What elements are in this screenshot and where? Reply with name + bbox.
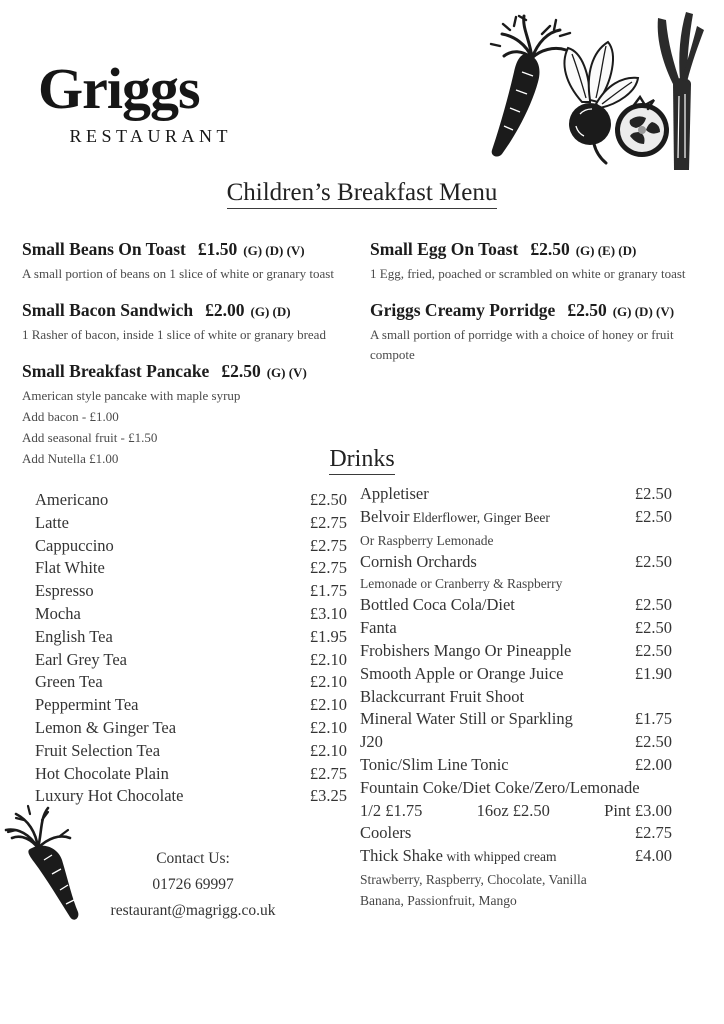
drink-price: £1.95	[309, 626, 347, 646]
drink-price: £2.10	[309, 649, 347, 669]
drink-price: £2.10	[309, 740, 347, 760]
menu-item	[22, 237, 367, 284]
menu-item-allergens: (G) (D) (V)	[243, 243, 305, 258]
drink-price: £4.00	[634, 846, 672, 866]
drink-subtext: with whipped cream	[442, 849, 557, 865]
leek-icon	[658, 12, 704, 170]
drinks-column-left	[35, 489, 347, 808]
drink-name: Luxury Hot Chocolate	[35, 786, 184, 806]
menu-item-description: Add bacon - £1.00	[22, 409, 119, 424]
drink-price: £2.50	[634, 595, 672, 615]
menu-item-description: American style pancake with maple syrup	[22, 388, 241, 403]
menu-item-header	[22, 237, 367, 263]
menu-item-name: Small Beans On Toast	[22, 239, 186, 259]
drink-row	[35, 489, 347, 512]
menu-item-price: £2.50	[567, 300, 607, 320]
drink-price: £2.50	[634, 618, 672, 638]
carrot-icon	[491, 16, 570, 157]
drink-note: Lemonade or Cranberry & Raspberry	[360, 576, 563, 592]
contact-block	[83, 846, 303, 924]
menu-item-header	[370, 237, 705, 263]
drink-note: Banana, Passionfruit, Mango	[360, 892, 517, 908]
drink-name: Appletiser	[360, 484, 429, 503]
drink-name: Thick Shake with whipped cream	[360, 846, 557, 866]
menu-item-header	[22, 298, 367, 324]
drink-name: Espresso	[35, 581, 94, 601]
drink-name: Peppermint Tea	[35, 695, 139, 715]
drink-row	[360, 686, 672, 709]
drink-row	[35, 717, 347, 740]
menu-item-price: £2.50	[530, 239, 570, 259]
drink-name: Tonic/Slim Line Tonic	[360, 754, 509, 774]
menu-item-price: £2.50	[221, 361, 261, 381]
drink-name: Green Tea	[35, 672, 103, 692]
drink-name: Cappuccino	[35, 535, 114, 555]
contact-phone: 01726 69997	[152, 876, 234, 893]
drink-name: Coolers	[360, 823, 412, 843]
brand	[38, 56, 232, 147]
menu-item-price: £2.00	[205, 300, 245, 320]
drink-price: £2.50	[634, 640, 672, 660]
drink-row	[35, 649, 347, 672]
drink-row	[35, 580, 347, 603]
drink-row	[35, 671, 347, 694]
drink-price: £2.75	[309, 535, 347, 555]
drink-row	[360, 754, 672, 777]
drink-price: £2.50	[634, 506, 672, 526]
drink-row	[35, 763, 347, 786]
menu-item-name: Small Bacon Sandwich	[22, 300, 194, 320]
drink-row	[360, 640, 672, 663]
drink-name: Bottled Coca Cola/Diet	[360, 595, 515, 615]
menu-item-allergens: (G) (D)	[250, 304, 291, 319]
page-title: Children’s Breakfast Menu	[0, 179, 724, 207]
drinks-column-right	[360, 483, 672, 911]
breakfast-column-right	[370, 237, 705, 379]
drinks-section-title: Drinks	[0, 446, 724, 473]
size-option: 1/2 £1.75	[360, 800, 423, 820]
drink-price: £2.10	[309, 672, 347, 692]
drink-row	[35, 626, 347, 649]
menu-item-description: Add seasonal fruit - £1.50	[22, 430, 158, 445]
drink-name: Frobishers Mango Or Pineapple	[360, 640, 572, 660]
drink-row	[35, 694, 347, 717]
drink-row	[360, 663, 672, 686]
menu-item-description: 1 Egg, fried, poached or scrambled on white or granary toast	[370, 266, 686, 281]
menu-item-name: Small Egg On Toast	[370, 239, 519, 259]
drink-price: £2.75	[309, 512, 347, 532]
drink-row	[360, 551, 672, 574]
drink-name: Mocha	[35, 603, 81, 623]
drink-row	[35, 603, 347, 626]
drink-name: J20	[360, 732, 383, 752]
drink-price: £2.50	[634, 732, 672, 752]
drink-name: Hot Chocolate Plain	[35, 763, 169, 783]
menu-item-name: Small Breakfast Pancake	[22, 361, 210, 381]
menu-item	[370, 237, 705, 284]
menu-item	[22, 298, 367, 345]
drink-note: Or Raspberry Lemonade	[360, 532, 494, 548]
drink-name: Lemon & Ginger Tea	[35, 717, 177, 737]
drink-name: Earl Grey Tea	[35, 649, 127, 669]
drink-row	[35, 740, 347, 763]
drink-row	[360, 822, 672, 845]
menu-item-allergens: (G) (D) (V)	[612, 304, 675, 319]
menu-item-name: Griggs Creamy Porridge	[370, 300, 556, 320]
menu-item-description: Add Nutella £1.00	[22, 451, 119, 466]
drink-name: Fountain Coke/Diet Coke/Zero/Lemonade	[360, 777, 640, 797]
menu-item-allergens: (G) (E) (D)	[575, 243, 637, 258]
drink-row	[35, 535, 347, 558]
drink-name: Latte	[35, 512, 69, 532]
menu-item-description: 1 Rasher of bacon, inside 1 slice of white or granary bread	[22, 327, 326, 342]
drink-price: £1.75	[634, 709, 672, 729]
drink-row	[360, 845, 672, 869]
drink-row	[360, 617, 672, 640]
drink-price: £1.90	[634, 663, 672, 683]
drink-row	[360, 506, 672, 530]
drink-price: £2.10	[309, 717, 347, 737]
drink-price: £2.50	[634, 484, 672, 503]
drink-name: Belvoir Elderflower, Ginger Beer	[360, 506, 550, 526]
drink-price: £2.75	[309, 558, 347, 578]
drink-row	[360, 777, 672, 800]
menu-item-price: £1.50	[197, 239, 238, 259]
drink-name: Americano	[35, 490, 109, 509]
menu-item-header	[370, 298, 705, 324]
drink-price: £2.50	[309, 490, 347, 509]
drink-price: £1.75	[309, 581, 347, 601]
size-option: Pint £3.00	[604, 800, 672, 820]
size-option: 16oz £2.50	[476, 800, 550, 820]
menu-item	[370, 298, 705, 365]
drink-row	[35, 512, 347, 535]
drink-price: £2.00	[634, 754, 672, 774]
brand-name: Griggs	[38, 56, 200, 121]
drink-name: Smooth Apple or Orange Juice	[360, 663, 564, 683]
drink-price: £3.25	[309, 786, 347, 806]
drink-price: £2.75	[634, 823, 672, 843]
drink-row	[360, 731, 672, 754]
drink-price: £2.75	[309, 763, 347, 783]
drink-price: £2.50	[634, 551, 672, 571]
drink-row	[35, 557, 347, 580]
drink-name: English Tea	[35, 626, 113, 646]
drink-name: Fanta	[360, 618, 397, 638]
tomato-slice-icon	[615, 97, 669, 157]
contact-label: Contact Us:	[156, 850, 230, 867]
drink-name: Fruit Selection Tea	[35, 740, 161, 760]
drink-name: Flat White	[35, 558, 105, 578]
menu-item-description: A small portion of porridge with a choice of honey or fruit compote	[370, 327, 674, 362]
vegetables-illustration	[470, 6, 708, 174]
drink-price: £2.10	[309, 695, 347, 715]
fountain-sizes-row	[360, 800, 672, 823]
drink-row	[360, 594, 672, 617]
drink-name: Cornish Orchards	[360, 551, 477, 571]
menu-item-allergens: (G) (V)	[266, 365, 307, 380]
drink-note: Strawberry, Raspberry, Chocolate, Vanilla	[360, 871, 587, 887]
drink-subtext: Elderflower, Ginger Beer	[409, 509, 550, 525]
drink-name: Mineral Water Still or Sparkling	[360, 709, 573, 729]
menu-item-header	[22, 359, 367, 385]
drink-name: Blackcurrant Fruit Shoot	[360, 686, 525, 706]
drink-price: £3.10	[309, 603, 347, 623]
drink-row	[360, 708, 672, 731]
menu-item-description: A small portion of beans on 1 slice of white or granary toast	[22, 266, 334, 281]
drink-row	[360, 483, 672, 506]
contact-email: restaurant@magrigg.co.uk	[110, 902, 276, 919]
brand-subtitle: RESTAURANT	[69, 126, 232, 146]
